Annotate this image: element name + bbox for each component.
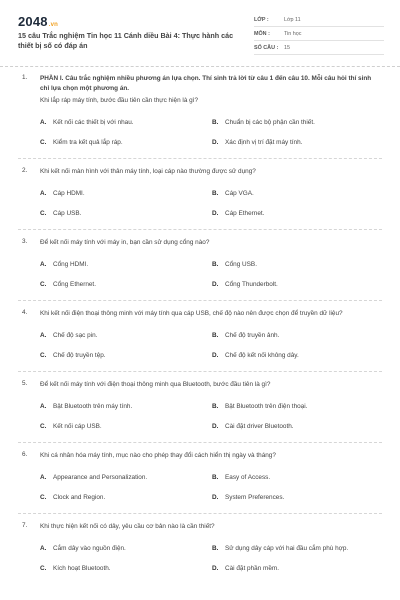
option-b[interactable] — [212, 402, 384, 411]
option-list — [40, 189, 382, 218]
question-number: 5. — [22, 380, 28, 387]
option-b[interactable] — [212, 118, 384, 127]
option-letter: A. — [40, 545, 47, 552]
option-text: Chế độ sạc pin. — [53, 332, 98, 339]
document-header — [0, 0, 400, 64]
question-divider — [18, 300, 382, 301]
option-letter: D. — [212, 281, 219, 288]
question-number: 3. — [22, 238, 28, 245]
option-b[interactable] — [212, 189, 384, 198]
option-letter: D. — [212, 139, 219, 146]
question-text: PHẦN I. Câu trắc nghiệm nhiều phương án lựa chọn. Thí sinh trả lời từ câu 1 đến câu 10. Mỗi câu hỏi thí sinh chỉ lựa chọn một phương án. — [40, 75, 372, 92]
option-text: Bật Bluetooth trên điện thoại. — [225, 403, 308, 410]
document-meta — [254, 13, 384, 55]
option-letter: A. — [40, 474, 47, 481]
question-number: 4. — [22, 309, 28, 316]
option-letter: D. — [212, 494, 219, 501]
option-text: Appearance and Personalization. — [53, 474, 148, 481]
logo-main: 2048 — [18, 14, 48, 29]
question-divider — [18, 158, 382, 159]
option-d[interactable] — [212, 138, 384, 147]
option-text: Cắm dây vào nguồn điện. — [53, 545, 126, 552]
option-letter: D. — [212, 423, 219, 430]
option-text: Cáp Ethernet. — [225, 210, 265, 217]
option-text: Sử dụng dây cáp với hai đầu cắm phù hợp. — [225, 545, 349, 552]
option-a[interactable] — [40, 331, 212, 340]
option-letter: C. — [40, 139, 47, 146]
option-text: Cài đặt driver Bluetooth. — [225, 423, 294, 430]
option-text: Kết nối các thiết bị với nhau. — [53, 119, 134, 126]
option-letter: D. — [212, 210, 219, 217]
option-text: Easy of Access. — [225, 474, 271, 481]
option-letter: A. — [40, 261, 47, 268]
option-c[interactable] — [40, 280, 212, 289]
option-text: Chuẩn bị các bộ phận cần thiết. — [225, 119, 315, 126]
question-text: Khi cá nhân hóa máy tính, mục nào cho phép thay đổi cách hiển thị ngày và tháng? — [40, 452, 276, 459]
question-subtext: Khi lắp ráp máy tính, bước đầu tiên cần thực hiện là gì? — [40, 97, 199, 104]
option-text: System Preferences. — [225, 494, 285, 501]
option-text: Chế độ truyền tệp. — [53, 352, 106, 359]
meta-row-count — [254, 41, 384, 55]
question-number: 1. — [22, 74, 28, 81]
option-letter: C. — [40, 281, 47, 288]
option-d[interactable] — [212, 493, 384, 502]
question-divider — [18, 513, 382, 514]
document-title: 15 câu Trắc nghiệm Tin học 11 Cánh diều Bài 4: Thực hành các thiết bị số có đáp án — [18, 31, 234, 50]
option-letter: C. — [40, 565, 47, 572]
question-text: Khi kết nối điện thoại thông minh với máy tính qua cáp USB, chế độ nào nên được chọn để truyền dữ liệu? — [40, 310, 343, 317]
option-letter: C. — [40, 423, 47, 430]
question-text: Để kết nối máy tính với điện thoại thông minh qua Bluetooth, bước đầu tiên là gì? — [40, 381, 271, 388]
option-letter: D. — [212, 352, 219, 359]
option-list — [40, 118, 382, 147]
option-text: Chế độ truyền ảnh. — [225, 332, 280, 339]
meta-key: MÔN : — [254, 30, 270, 37]
question-divider — [18, 229, 382, 230]
option-letter: D. — [212, 565, 219, 572]
question-divider — [18, 371, 382, 372]
option-letter: C. — [40, 494, 47, 501]
option-c[interactable] — [40, 351, 212, 360]
question-item — [0, 309, 400, 360]
question-list — [0, 74, 400, 573]
question-number: 2. — [22, 167, 28, 174]
question-text: Khi thực hiện kết nối có dây, yêu cầu cơ bản nào là cần thiết? — [40, 523, 215, 530]
option-letter: A. — [40, 332, 47, 339]
meta-key: SỐ CÂU : — [254, 44, 279, 51]
option-list — [40, 260, 382, 289]
option-text: Cổng Thunderbolt. — [225, 281, 278, 288]
option-text: Kiểm tra kết quả lắp ráp. — [53, 139, 123, 146]
option-d[interactable] — [212, 564, 384, 573]
option-text: Cổng HDMI. — [53, 261, 89, 268]
option-letter: B. — [212, 403, 219, 410]
option-a[interactable] — [40, 473, 212, 482]
question-item — [0, 451, 400, 502]
option-text: Kết nối cáp USB. — [53, 423, 102, 430]
question-item — [0, 74, 400, 147]
option-text: Kích hoạt Bluetooth. — [53, 565, 111, 572]
logo-suffix: .vn — [48, 22, 59, 28]
option-text: Chế độ kết nối không dây. — [225, 352, 299, 359]
option-b[interactable] — [212, 260, 384, 269]
option-a[interactable] — [40, 544, 212, 553]
question-item — [0, 238, 400, 289]
option-b[interactable] — [212, 544, 384, 553]
question-divider — [18, 442, 382, 443]
option-letter: B. — [212, 119, 219, 126]
option-c[interactable] — [40, 209, 212, 218]
option-c[interactable] — [40, 564, 212, 573]
option-letter: A. — [40, 403, 47, 410]
meta-value: Lớp 11 — [284, 16, 301, 23]
option-letter: B. — [212, 261, 219, 268]
meta-value: Tin học — [284, 30, 302, 37]
option-c[interactable] — [40, 493, 212, 502]
option-text: Cáp HDMI. — [53, 190, 85, 197]
question-number: 6. — [22, 451, 28, 458]
meta-row-subject — [254, 27, 384, 41]
option-c[interactable] — [40, 138, 212, 147]
option-letter: C. — [40, 210, 47, 217]
option-a[interactable] — [40, 402, 212, 411]
meta-value: 15 — [284, 44, 290, 51]
option-text: Cổng USB. — [225, 261, 257, 268]
header-divider — [0, 66, 400, 67]
option-text: Cài đặt phần mềm. — [225, 565, 279, 572]
question-number: 7. — [22, 522, 28, 529]
option-letter: A. — [40, 119, 47, 126]
option-a[interactable] — [40, 260, 212, 269]
option-d[interactable] — [212, 351, 384, 360]
option-text: Cáp VGA. — [225, 190, 254, 197]
option-text: Bật Bluetooth trên máy tính. — [53, 403, 133, 410]
option-d[interactable] — [212, 209, 384, 218]
option-text: Cáp USB. — [53, 210, 82, 217]
option-letter: C. — [40, 352, 47, 359]
option-list — [40, 473, 382, 502]
question-text: Khi kết nối màn hình với thân máy tính, loại cáp nào thường được sử dụng? — [40, 168, 256, 175]
option-a[interactable] — [40, 118, 212, 127]
site-logo[interactable] — [18, 14, 58, 29]
option-text: Cổng Ethernet. — [53, 281, 96, 288]
option-list — [40, 402, 382, 431]
question-item — [0, 167, 400, 218]
option-text: Xác định vị trí đặt máy tính. — [225, 139, 303, 146]
option-list — [40, 544, 382, 573]
option-c[interactable] — [40, 422, 212, 431]
question-text: Để kết nối máy tính với máy in, bạn cần sử dụng cổng nào? — [40, 239, 210, 246]
option-letter: B. — [212, 332, 219, 339]
option-letter: A. — [40, 190, 47, 197]
meta-key: LỚP : — [254, 16, 269, 23]
option-letter: B. — [212, 474, 219, 481]
option-d[interactable] — [212, 422, 384, 431]
option-b[interactable] — [212, 473, 384, 482]
meta-row-grade — [254, 13, 384, 27]
option-letter: B. — [212, 190, 219, 197]
option-b[interactable] — [212, 331, 384, 340]
question-item — [0, 522, 400, 573]
option-list — [40, 331, 382, 360]
option-a[interactable] — [40, 189, 212, 198]
option-text: Clock and Region. — [53, 494, 106, 501]
question-item — [0, 380, 400, 431]
option-d[interactable] — [212, 280, 384, 289]
option-letter: B. — [212, 545, 219, 552]
